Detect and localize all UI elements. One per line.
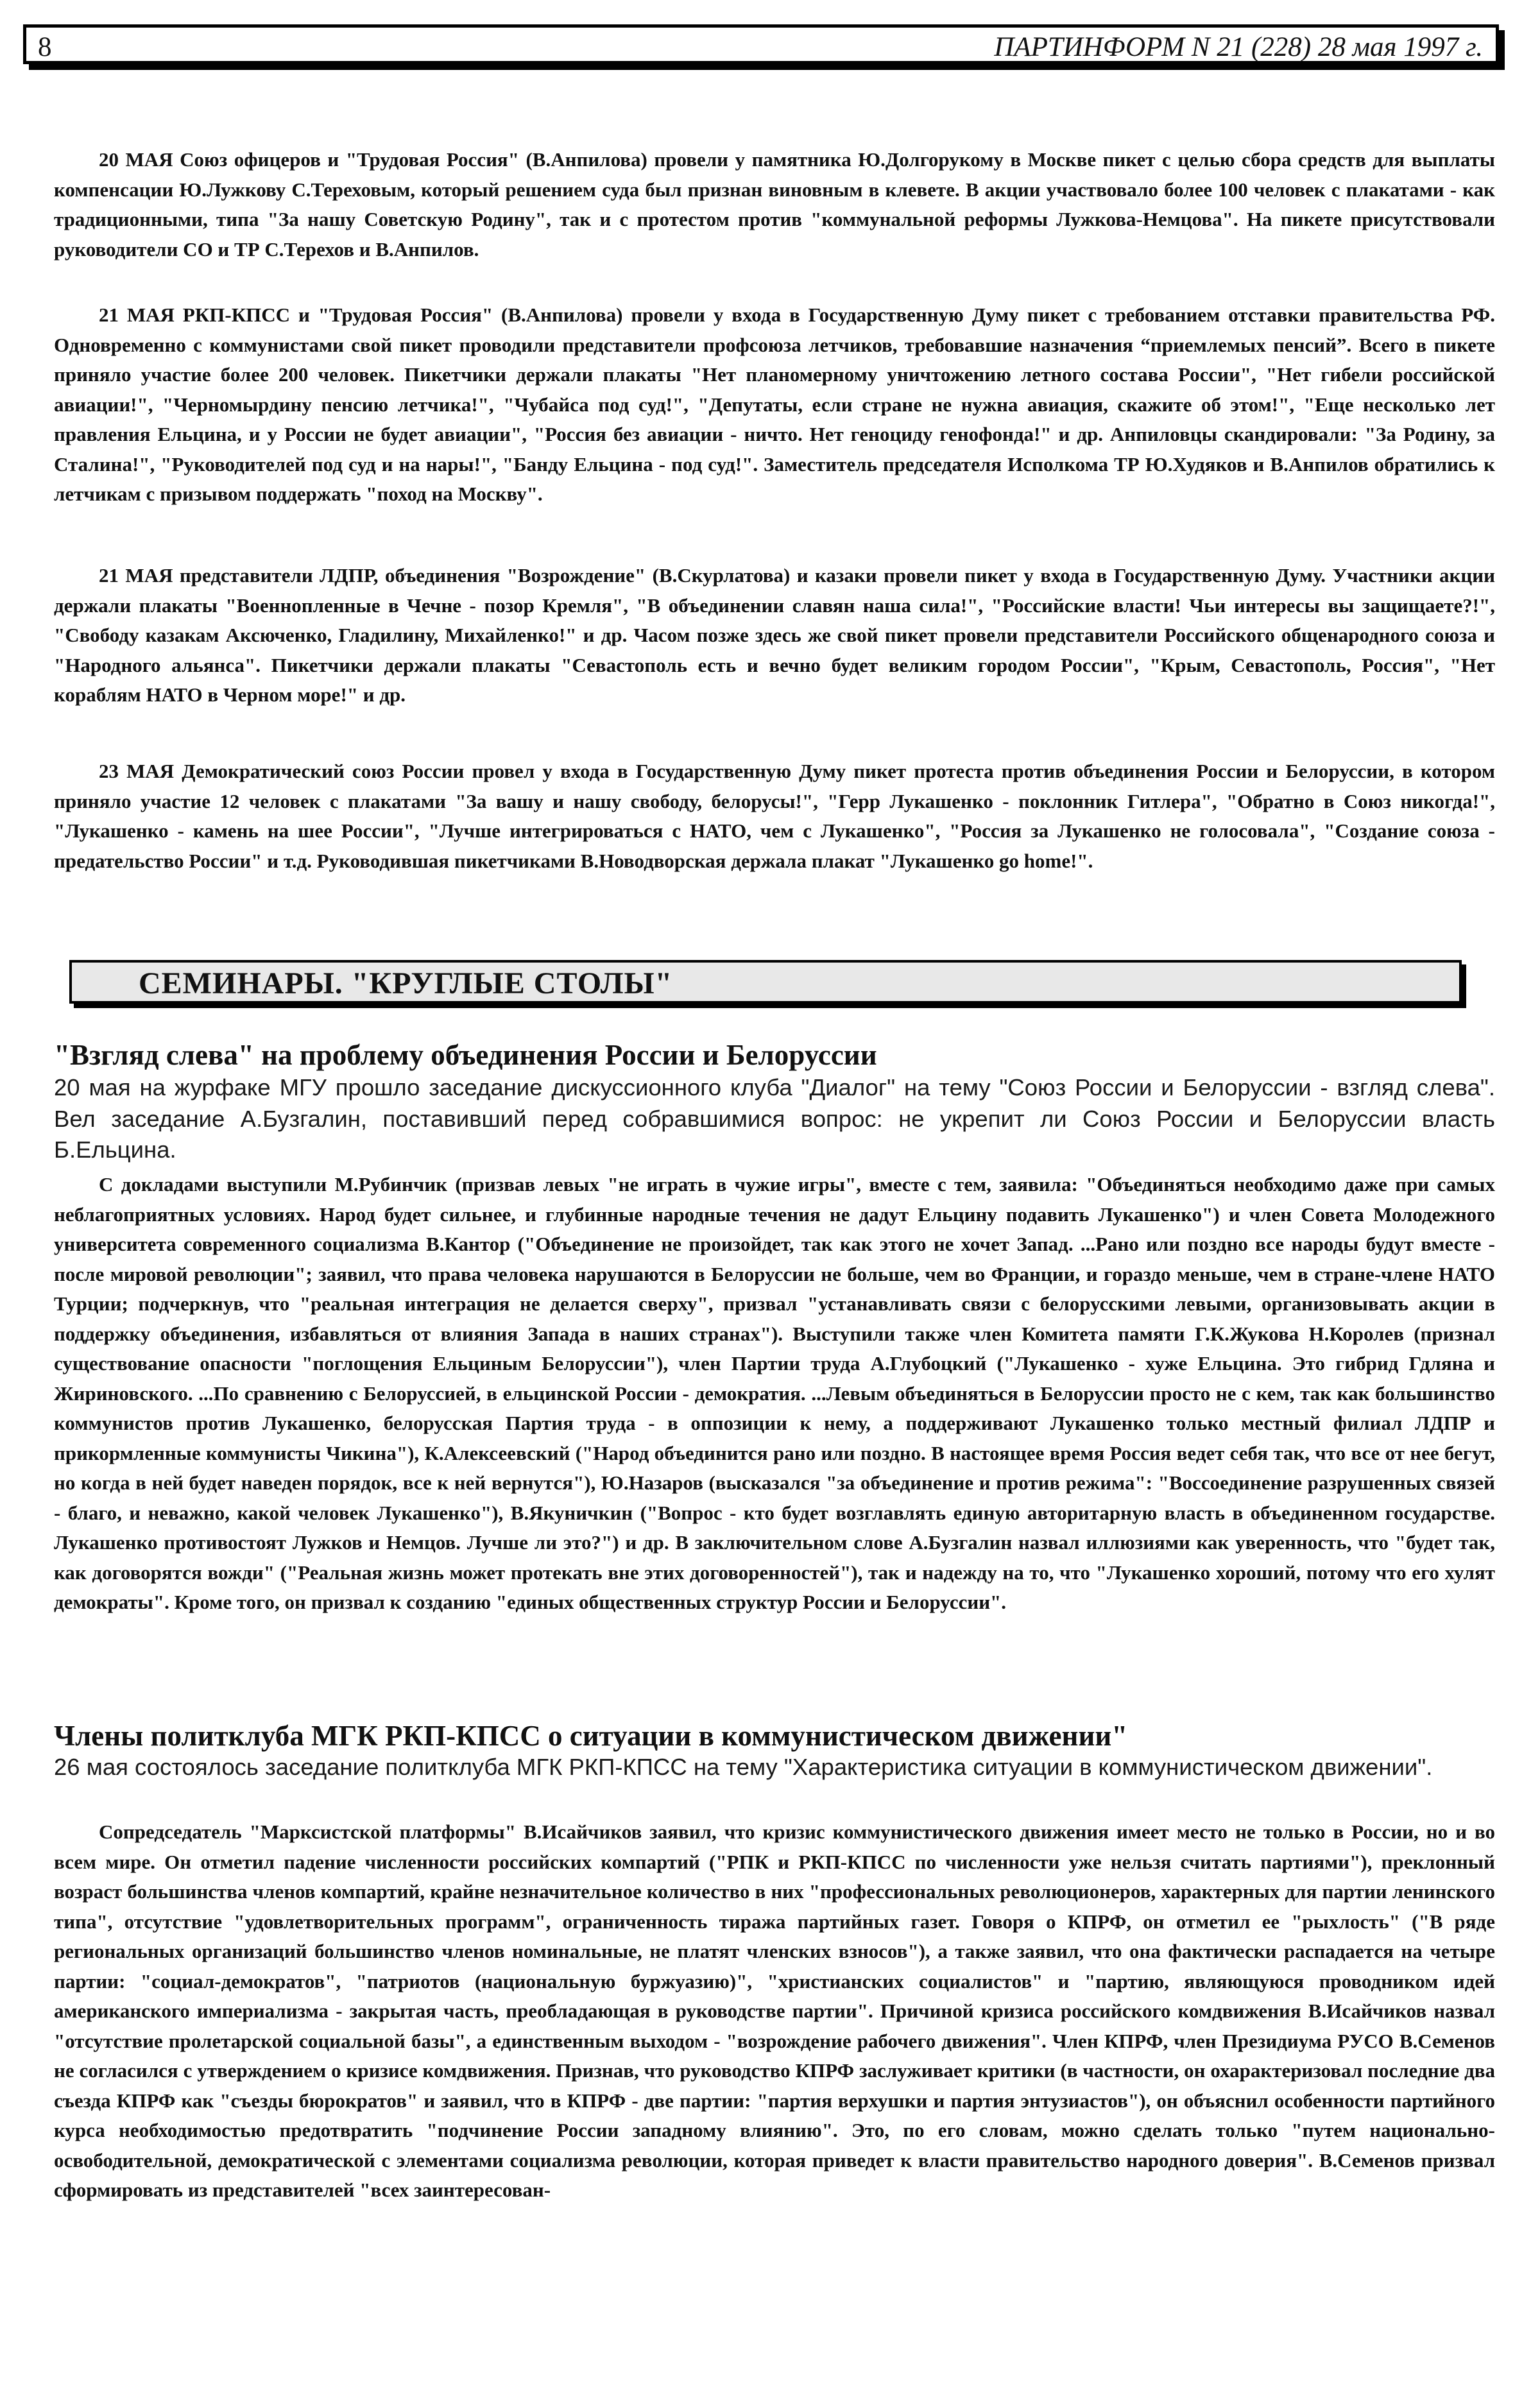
article-title: "Взгляд слева" на проблему объединения России и Белоруссии	[54, 1039, 877, 1071]
article-title: Члены политклуба МГК РКП-КПСС о ситуации в коммунистическом движении"	[54, 1720, 1128, 1752]
chronicle-item	[54, 145, 1495, 264]
running-header	[23, 24, 1499, 64]
section-heading-bar	[69, 960, 1462, 1004]
page-number: 8	[38, 32, 52, 62]
article-lead: 26 мая состоялось заседание политклуба МГК РКП-КПСС на тему "Характеристика ситуации в коммунистическом движении".	[54, 1754, 1433, 1780]
chronicle-date: 21 МАЯ	[99, 564, 173, 587]
chronicle-text: представители ЛДПР, объединения "Возрождение" (В.Скурлатова) и казаки провели пикет у входа в Государственную Думу. Участники акции держали плакаты "Военнопленные в Чечне - позор Кремля", "В объединении славян наша сила!", "Российские власти! Чьи интересы вы защищаете?!", "Свободу казакам Аксюченко, Гладилину, Михайленко!" и др. Часом позже здесь же свой пикет провели представители Российского общенародного союза и "Народного альянса". Пикетчики держали плакаты "Севастополь есть и вечно будет великим городом России", "Крым, Севастополь, Россия", "Нет кораблям НАТО в Черном море!" и др.	[54, 564, 1495, 706]
chronicle-item	[54, 757, 1495, 876]
chronicle-date: 23 МАЯ	[99, 760, 175, 782]
issue-title: ПАРТИНФОРМ N 21 (228) 28 мая 1997 г.	[994, 32, 1483, 62]
chronicle-item	[54, 300, 1495, 510]
article-body: С докладами выступили М.Рубинчик (призвав левых "не играть в чужие игры", вместе с тем, заявила: "Объединяться необходимо даже при самых неблагоприятных условиях. Народ будет сильнее, и глубинные народные течения не дадут Ельцину подавить Лукашенко") и член Совета Молодежного университета современного социализма В.Кантор ("Объединение не произойдет, так как этого не хочет Запад. ...Рано или поздно все народы будут вместе - после мировой революции"; заявил, что права человека нарушаются в Белоруссии не больше, чем во Франции, и гораздо меньше, чем в стране-члене НАТО Турции; подчеркнув, что "реальная интеграция не делается сверху", призвал "устанавливать связи с белорусскими левыми, организовывать акции в поддержку объединения, избавляться от влияния Запада в наших странах"). Выступили также член Комитета памяти Г.К.Жукова Н.Королев (признал существование опасности "поглощения Ельциным Белоруссии"), член Партии труда А.Глубоцкий ("Лукашенко - хуже Ельцина. Это гибрид Гдляна и Жириновского. ...По сравнению с Белоруссией, в ельцинской России - демократия. ...Левым объединяться в Белоруссии просто не с кем, так как большинство коммунистов против Лукашенко, белорусская Партия труда - в оппозиции к нему, а поддерживают Лукашенко только местный филиал ЛДПР и прикормленные коммунисты Чикина"), К.Алексеевский ("Народ объединится рано или поздно. В настоящее время Россия ведет себя так, что все от нее бегут, но когда в ней будет наведен порядок, все к ней вернутся"), Ю.Назаров (высказался "за объединение и против режима": "Воссоединение разрушенных связей - благо, и неважно, какой человек Лукашенко"), В.Якуничкин ("Вопрос - кто будет возглавлять единую авторитарную власть в объединенном государстве. Лукашенко противостоят Лужков и Немцов. Лучше ли это?") и др. В заключительном слове А.Бузгалин назвал иллюзиями как уверенность, что "будет так, как договорятся вожди" ("Реальная жизнь может протекать вне этих договоренностей"), так и надежду на то, что "Лукашенко хороший, потому что его хулят демократы". Кроме того, он призвал к созданию "единых общественных структур России и Белоруссии".	[54, 1173, 1495, 1613]
chronicle-text: Союз офицеров и "Трудовая Россия" (В.Анпилова) провели у памятника Ю.Долгорукому в Москве пикет с целью сбора средств для выплаты компенсации Ю.Лужкову С.Тереховым, который решением суда был признан виновным в клевете. В акции участвовало более 100 человек с плакатами - как традиционными, типа "За нашу Советскую Родину", так и с протестом против "коммунальной реформы Лужкова-Немцова". На пикете присутствовали руководители СО и ТР С.Терехов и В.Анпилов.	[54, 148, 1496, 261]
chronicle-text: РКП-КПСС и "Трудовая Россия" (В.Анпилова) провели у входа в Государственную Думу пикет с требованием отставки правительства РФ. Одновременно с коммунистами свой пикет проводили представители профсоюза летчиков, требовавшие назначения “приемлемых пенсий”. Всего в пикете приняло участие более 200 человек. Пикетчики держали плакаты "Нет планомерному уничтожению летного состава России", "Нет гибели российской авиации!", "Черномырдину пенсию летчика!", "Чубайса под суд!", "Депутаты, если стране не нужна авиация, скажите об этом!", "Еще несколько лет правления Ельцина, и у России не будет авиации", "Россия без авиации - ничто. Нет геноциду генофонда!" и др. Анпиловцы скандировали: "За Родину, за Сталина!", "Руководителей под суд и на нары!", "Банду Ельцина - под суд!". Заместитель председателя Исполкома ТР Ю.Худяков и В.Анпилов обратились к летчикам с призывом поддержать "поход на Москву".	[54, 304, 1495, 505]
section-title: СЕМИНАРЫ. "КРУГЛЫЕ СТОЛЫ"	[139, 966, 673, 1000]
chronicle-date: 20 МАЯ	[99, 148, 173, 171]
chronicle-text: Демократический союз России провел у входа в Государственную Думу пикет протеста против объединения России и Белоруссии, в котором приняло участие 12 человек с плакатами "За вашу и нашу свободу, белорусы!", "Герр Лукашенко - поклонник Гитлера", "Обратно в Союз никогда!", "Лукашенко - камень на шее России", "Лучше интегрироваться с НАТО, чем с Лукашенко", "Россия за Лукашенко не голосовала", "Создание союза - предательство России" и т.д. Руководившая пикетчиками В.Новодворская держала плакат "Лукашенко go home!".	[54, 760, 1495, 872]
chronicle-date: 21 МАЯ	[99, 304, 175, 326]
article-lead: 20 мая на журфаке МГУ прошло заседание дискуссионного клуба "Диалог" на тему "Союз России и Белоруссии - взгляд слева". Вел заседание А.Бузгалин, поставивший перед собравшимися вопрос: не укрепит ли Союз России и Белоруссии власть Б.Ельцина.	[54, 1074, 1495, 1163]
chronicle-item	[54, 561, 1495, 710]
article-body: Сопредседатель "Марксистской платформы" В.Исайчиков заявил, что кризис коммунистического движения имеет место не только в России, но и во всем мире. Он отметил падение численности российских компартий ("РПК и РКП-КПСС по численности уже нельзя считать партиями"), преклонный возраст большинства членов компартий, крайне незначительное количество в них "профессиональных революционеров, характерных для партии ленинского типа", отсутствие "удовлетворительных программ", ограниченность тиража партийных газет. Говоря о КПРФ, он отметил ее "рыхлость" ("В ряде региональных организаций большинство членов номинальные, не платят членских взносов"), а также заявил, что она фактически распадается на четыре партии: "социал-демократов", "патриотов (национальную буржуазию)", "христианских социалистов" и "партию, являющуюся проводником идей американского империализма - закрытая часть, преобладающая в руководстве партии". Причиной кризиса российского комдвижения В.Исайчиков назвал "отсутствие пролетарской социальной базы", а единственным выходом - "возрождение рабочего движения". Член КПРФ, член Президиума РУСО В.Семенов не согласился с утверждением о кризисе комдвижения. Признав, что руководство КПРФ заслуживает критики (в частности, он охарактеризовал последние два съезда КПРФ как "съезды бюрократов" и заявил, что в КПРФ - две партии: "партия верхушки и партия энтузиастов"), он объяснил особенности партийного курса необходимостью предотвратить "подчинение России западному влиянию". Это, по его словам, можно сделать только "путем национально-освободительной, демократической с элементами социализма революции, которая приведет к власти правительство народного доверия". В.Семенов призвал сформировать из представителей "всех заинтересован-	[54, 1821, 1495, 2201]
